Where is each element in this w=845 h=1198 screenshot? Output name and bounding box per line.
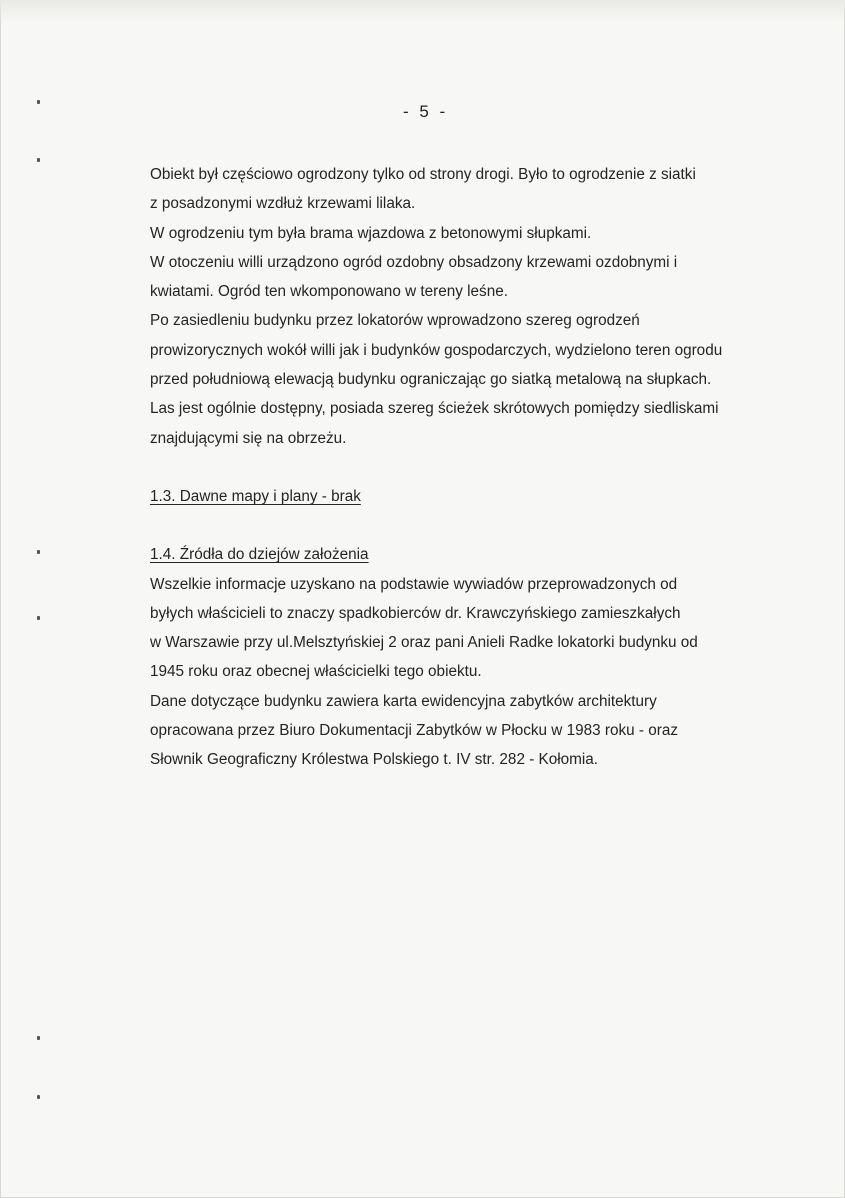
text-line: W otoczeniu willi urządzono ogród ozdobny obsadzony krzewami ozdobnymi i <box>150 253 678 271</box>
text-line: Las jest ogólnie dostępny, posiada szereg ścieżek skrótowych pomiędzy siedliskami <box>150 400 719 418</box>
text-line: 1945 roku oraz obecnej właścicielki tego obiektu. <box>150 663 482 681</box>
spacer <box>150 453 790 482</box>
margin-mark <box>37 1036 40 1040</box>
text-line: Słownik Geograficzny Królestwa Polskiego t. IV str. 282 - Kołomia. <box>150 751 599 769</box>
text-line: byłych właścicieli to znaczy spadkobierców dr. Krawczyńskiego zamieszkałych <box>150 604 681 622</box>
margin-mark <box>37 100 40 104</box>
paragraph-site-description <box>150 160 790 453</box>
paragraph-sources <box>150 570 790 775</box>
text-line: W ogrodzeniu tym była brama wjazdowa z betonowymi słupkami. <box>150 224 592 242</box>
scan-top-edge <box>0 0 845 22</box>
text-line: Po zasiedleniu budynku przez lokatorów wprowadzono szereg ogrodzeń <box>150 312 640 330</box>
document-body <box>150 160 790 775</box>
section-heading-old-maps: 1.3. Dawne mapy i plany - brak <box>150 487 361 505</box>
margin-mark <box>37 550 40 554</box>
margin-mark <box>37 158 40 162</box>
text-line: Obiekt był częściowo ogrodzony tylko od strony drogi. Było to ogrodzenie z siatki <box>150 166 696 183</box>
text-line: znajdującymi się na obrzeżu. <box>150 429 347 447</box>
text-line: w Warszawie przy ul.Melsztyńskiej 2 oraz pani Anieli Radke lokatorki budynku od <box>150 634 698 652</box>
margin-mark <box>37 1095 40 1099</box>
text-line: prowizorycznych wokół willi jak i budynków gospodarczych, wydzielono teren ogrodu <box>150 341 723 359</box>
text-line: opracowana przez Biuro Dokumentacji Zabytków w Płocku w 1983 roku - oraz <box>150 722 678 740</box>
text-line: Wszelkie informacje uzyskano na podstawie wywiadów przeprowadzonych od <box>150 575 678 593</box>
section-heading-sources: 1.4. Źródła do dziejów założenia <box>150 546 369 564</box>
text-line: kwiatami. Ogród ten wkomponowano w tereny leśne. <box>150 283 508 301</box>
margin-mark <box>37 616 40 620</box>
page-number: - 5 - <box>403 102 449 121</box>
text-line: przed południową elewacją budynku ograniczając go siatką metalową na słupkach. <box>150 371 712 389</box>
spacer <box>150 511 790 540</box>
text-line: z posadzonymi wzdłuż krzewami lilaka. <box>150 195 416 213</box>
text-line: Dane dotyczące budynku zawiera karta ewidencyjna zabytków architektury <box>150 692 657 710</box>
